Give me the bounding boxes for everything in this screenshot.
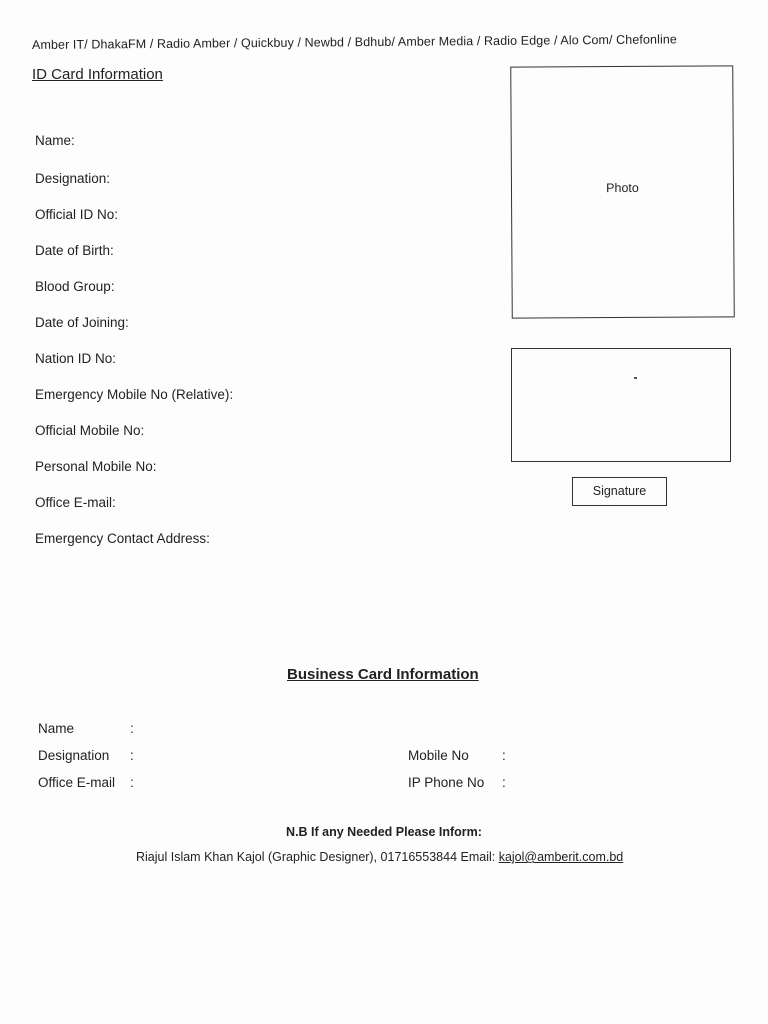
field-designation: Designation:: [35, 171, 111, 186]
field-office-email: Office E-mail:: [35, 495, 116, 510]
field-personal-mobile: Personal Mobile No:: [35, 459, 157, 474]
biz-designation-label: Designation: [38, 748, 110, 763]
biz-designation-colon: :: [130, 748, 134, 763]
footer-contact: [136, 850, 623, 864]
contact-email-link[interactable]: kajol@amberit.com.bd: [498, 850, 624, 864]
business-card-title: Business Card Information: [287, 666, 479, 683]
footer-note: N.B If any Needed Please Inform:: [286, 825, 482, 839]
biz-email-colon: :: [130, 775, 134, 790]
field-name: Name:: [35, 133, 75, 148]
field-nation-id: Nation ID No:: [35, 351, 117, 366]
biz-name-colon: :: [130, 721, 134, 736]
biz-ip-phone-colon: :: [502, 775, 506, 790]
field-date-of-birth: Date of Birth:: [35, 243, 114, 258]
biz-ip-phone-label: IP Phone No: [408, 775, 485, 790]
photo-label: Photo: [606, 180, 639, 196]
company-list: Amber IT/ DhakaFM / Radio Amber / Quickbuy / Newbd / Bdhub/ Amber Media / Radio Edge / Alo Com/ Chefonline: [31, 32, 677, 52]
biz-name-label: Name: [38, 721, 75, 736]
field-emergency-mobile: Emergency Mobile No (Relative):: [35, 387, 234, 402]
signature-label: Signature: [572, 477, 667, 506]
ink-speck: [634, 377, 637, 379]
field-official-id: Official ID No:: [35, 207, 119, 222]
signature-box: [511, 348, 731, 462]
biz-mobile-colon: :: [502, 748, 506, 763]
biz-email-label: Office E-mail: [38, 775, 116, 790]
field-blood-group: Blood Group:: [35, 279, 115, 294]
id-card-title: ID Card Information: [32, 66, 163, 83]
field-official-mobile: Official Mobile No:: [35, 423, 145, 438]
biz-mobile-label: Mobile No: [408, 748, 469, 763]
contact-text: Riajul Islam Khan Kajol (Graphic Designer), 01716553844 Email:: [136, 850, 499, 864]
field-emergency-address: Emergency Contact Address:: [35, 531, 210, 546]
photo-box: [510, 65, 735, 318]
field-date-of-joining: Date of Joining:: [35, 315, 129, 330]
